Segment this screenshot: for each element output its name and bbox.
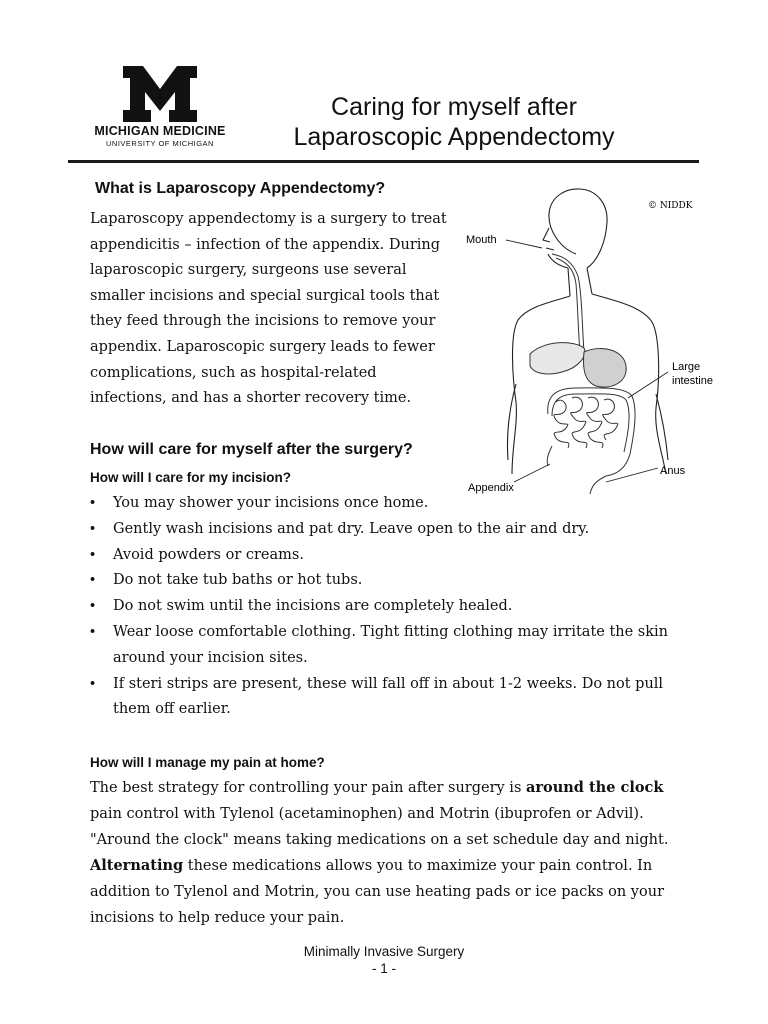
list-item: • Gently wash incisions and pat dry. Leave open to the air and dry. — [90, 517, 680, 543]
large-intestine-pointer — [628, 372, 668, 398]
page-title — [264, 92, 644, 152]
mouth-pointer — [506, 240, 542, 248]
page-number: - 1 - — [371, 961, 396, 976]
label-appendix: Appendix — [468, 482, 514, 494]
incision-subheading: How will I care for my incision? — [90, 470, 292, 485]
title-line-1: Caring for myself after — [331, 93, 577, 121]
pain-text-1: The best strategy for controlling your pain after surgery is — [90, 780, 526, 796]
pain-text-2: pain control with Tylenol (acetaminophen) and Motrin (ibuprofen or Advil). "Around the clock" means taking medications on a set schedule day and night. — [90, 805, 669, 848]
list-item: • Avoid powders or creams. — [90, 543, 680, 569]
label-anus: Anus — [660, 465, 686, 477]
list-item: • Wear loose comfortable clothing. Tight fitting clothing may irritate the skin around your incision sites. — [90, 620, 680, 672]
label-mouth: Mouth — [466, 234, 497, 246]
intro-heading: What is Laparoscopy Appendectomy? — [95, 180, 386, 197]
logo-name: MICHIGAN MEDICINE — [94, 124, 226, 138]
digestive-system-figure — [456, 184, 722, 502]
pain-bold-alternating: Alternating — [90, 857, 184, 875]
logo-subtitle: UNIVERSITY OF MICHIGAN — [106, 139, 214, 148]
label-large: Large — [672, 361, 701, 373]
appendix-pointer — [514, 464, 550, 482]
incision-care-list — [90, 491, 680, 723]
digestive-tract — [530, 254, 635, 494]
list-item: • Do not swim until the incisions are completely healed. — [90, 594, 680, 620]
list-item: • You may shower your incisions once home. — [90, 491, 680, 517]
pain-text-3: these medications allows you to maximize your pain control. In addition to Tylenol and Motrin, you can use heating pads or ice packs on your incisions to help reduce your pain. — [90, 858, 664, 926]
figure-credit: © NIDDK — [648, 201, 693, 211]
label-intestine: intestine — [672, 375, 713, 387]
intro-paragraph: Laparoscopy appendectomy is a surgery to treat appendicitis – infection of the appendix. During laparoscopic surgery, surgeons use several smaller incisions and special surgical tools that they feed through the incisions to remove your appendix. Laparoscopic surgery leads to fewer complications, such as hospital-related infections, and has a shorter recovery time. — [90, 211, 447, 407]
care-heading: How will care for myself after the surgery? — [90, 441, 413, 458]
digestive-system-illustration — [456, 184, 722, 502]
michigan-medicine-logo — [90, 66, 230, 158]
header-divider — [68, 160, 699, 163]
title-line-2: Laparoscopic Appendectomy — [293, 123, 615, 151]
page-footer — [0, 943, 768, 977]
anus-pointer — [606, 468, 658, 482]
pain-subheading: How will I manage my pain at home? — [90, 755, 325, 770]
pain-bold-around-the-clock: around the clock — [526, 779, 664, 796]
pain-paragraph — [90, 775, 680, 932]
list-item: • Do not take tub baths or hot tubs. — [90, 568, 680, 594]
block-m-icon — [123, 66, 197, 122]
body-outline — [507, 189, 668, 474]
footer-department: Minimally Invasive Surgery — [303, 944, 465, 959]
list-item: • If steri strips are present, these will fall off in about 1-2 weeks. Do not pull them off earlier. — [90, 672, 680, 724]
